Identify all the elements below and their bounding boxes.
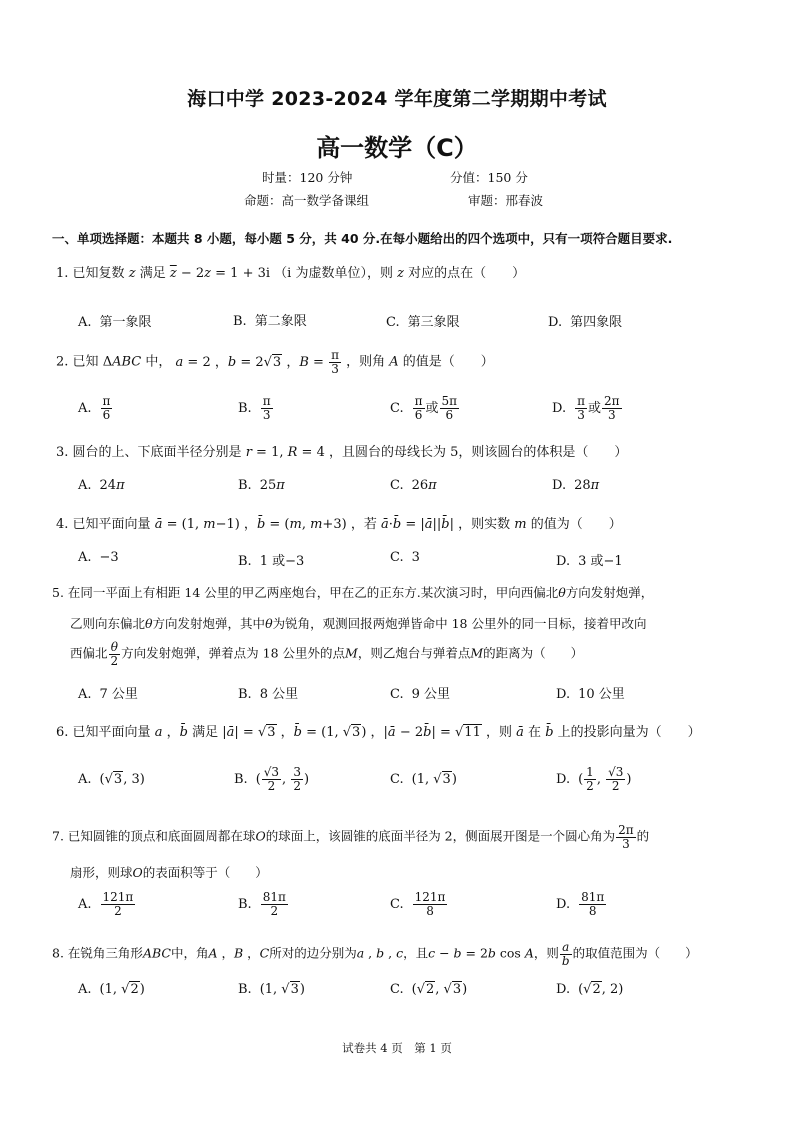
question-stem: 圆台的上、下底面半径分别是 xyxy=(72,445,242,460)
option-text: 7 公里 xyxy=(99,687,138,702)
option-text: 3 xyxy=(411,550,420,565)
subject-title: 高一数学（C） xyxy=(316,134,478,162)
math-expression: (√2, √3) xyxy=(411,982,468,997)
option-label: A. xyxy=(78,896,92,912)
option-label: D. xyxy=(552,400,567,416)
option-label: B. xyxy=(238,554,252,569)
question-stem: 已知平面向量 xyxy=(72,725,151,740)
option-label: C. xyxy=(390,982,404,997)
question-stem: ，则乙炮台与弹着点 xyxy=(357,645,471,661)
math-expression: (1, √2) xyxy=(99,982,145,997)
option-label: C. xyxy=(390,687,404,702)
question-stem: 扇形，则球 xyxy=(70,865,133,880)
math-var: ā xyxy=(516,725,524,740)
question-stem: 在 xyxy=(528,725,542,740)
option-label: A. xyxy=(78,982,92,997)
option-c[interactable] xyxy=(386,311,460,330)
option-text: 1 或−3 xyxy=(259,554,305,569)
question-6 xyxy=(56,721,701,740)
math-var: z xyxy=(397,266,404,281)
question-number: 2. xyxy=(56,354,69,370)
question-7-line-2: 扇形，则球O的表面积等于（ ） xyxy=(70,865,268,880)
option-label: A. xyxy=(78,478,92,493)
math-expression: 26π xyxy=(411,478,437,493)
option-a[interactable] xyxy=(78,311,152,330)
math-expression: (1, √3) xyxy=(259,982,305,997)
question-number: 6. xyxy=(56,725,69,740)
question-stem: 的表面积等于（ ） xyxy=(142,865,268,880)
option-label: C. xyxy=(390,550,404,565)
option-b[interactable] xyxy=(238,478,285,493)
question-stem: 的 xyxy=(636,828,650,844)
option-d[interactable] xyxy=(556,982,623,997)
math-expression: $\frac{121\pi}{8}$ xyxy=(414,890,446,918)
option-label: D. xyxy=(552,478,567,493)
option-d[interactable] xyxy=(548,311,622,330)
option-text: 9 公里 xyxy=(411,687,451,702)
option-c[interactable] xyxy=(390,683,450,702)
option-a[interactable] xyxy=(78,683,138,702)
question-1 xyxy=(56,262,525,281)
math-expression: (√2, 2) xyxy=(578,982,624,997)
question-number: 5. xyxy=(52,585,64,600)
option-d[interactable] xyxy=(556,683,625,702)
question-stem: 在同一平面上有相距 14 公里的甲乙两座炮台，甲在乙的正东方.某次演习时，甲向西偏北 xyxy=(67,585,559,600)
question-stem: 对应的点在（ ） xyxy=(408,266,526,281)
question-stem: ，则 xyxy=(485,725,512,740)
math-expression: |ā| = √3 ，b̄ = (1, √3) ，|ā − 2b̄| = √11 xyxy=(222,725,481,740)
section-heading: 一、单项选择题：本题共 8 小题，每小题 5 分，共 40 分.在每小题给出的四个选项中，只有一项符合题目要求. xyxy=(52,231,673,246)
option-label: A. xyxy=(78,315,92,330)
option-c[interactable] xyxy=(390,478,437,493)
question-stem: 方向发射炮弹， xyxy=(565,585,654,600)
option-d[interactable] xyxy=(552,395,623,421)
question-number: 7. xyxy=(52,828,64,844)
option-a[interactable] xyxy=(78,772,145,787)
option-a[interactable] xyxy=(78,395,113,421)
math-var: A xyxy=(389,354,399,370)
math-expression: a = 2 ，b = 2√3 ，B = $\frac{\pi}{3}$ xyxy=(175,348,339,376)
option-text: 第一象限 xyxy=(99,315,152,330)
question-stem: ，则角 xyxy=(346,354,386,370)
option-c[interactable] xyxy=(390,395,460,421)
math-expression: ΔABC xyxy=(102,354,142,370)
question-stem: 中，角 xyxy=(170,945,209,961)
option-a[interactable] xyxy=(78,478,125,493)
question-stem: 方向发射炮弹，弹着点为 18 公里外的点 xyxy=(121,645,346,661)
question-stem: 已知平面向量 xyxy=(72,517,151,532)
option-d[interactable] xyxy=(556,891,607,917)
math-var: z xyxy=(128,266,136,281)
option-label: D. xyxy=(556,554,571,569)
math-expression: (√3, 3) xyxy=(99,772,145,787)
math-expression: $\frac{\pi}{6}$ 或 $\frac{5\pi}{6}$ xyxy=(414,394,458,422)
question-stem: ，若 xyxy=(350,517,377,532)
option-label: D. xyxy=(556,687,571,702)
reviewer-label: 审题：邢春波 xyxy=(468,193,544,208)
option-label: C. xyxy=(390,772,404,787)
question-stem: 的球面上，该圆锥的底面半径为 2，侧面展开图是一个圆心角为 xyxy=(265,828,616,844)
option-a[interactable] xyxy=(78,550,119,565)
math-expression: $\frac{81\pi}{8}$ xyxy=(581,890,605,918)
question-8: 8. 在锐角三角形ABC中，角A ，B ，C所对的边分别为a , b , c，且c − b = 2b cos A，则 $\frac{a}{b}$ 的取值范围为（ ） xyxy=(52,940,698,968)
question-stem: 乙则向东偏北 xyxy=(70,616,146,631)
option-text: 第四象限 xyxy=(570,315,623,330)
option-label: B. xyxy=(238,896,252,912)
option-d[interactable] xyxy=(556,550,623,569)
time-label: 时量：120 分钟 xyxy=(262,170,353,185)
math-expression: $\overline{z} - 2z = 1 + 3i$ xyxy=(169,266,271,281)
math-expression: $\frac{\pi}{3}$ xyxy=(262,394,271,422)
option-label: B. xyxy=(233,314,247,329)
question-stem: 满足 xyxy=(139,266,166,281)
option-text: 8 公里 xyxy=(259,687,299,702)
or-text: 或 xyxy=(587,400,601,416)
math-var: m xyxy=(514,517,527,532)
option-label: C. xyxy=(390,400,404,416)
math-expression: ( $\frac{√3}{2}$ , $\frac{3}{2}$ ) xyxy=(255,765,310,793)
question-5: 5. 在同一平面上有相距 14 公里的甲乙两座炮台，甲在乙的正东方.某次演习时，甲向西偏北θ方向发射炮弹， xyxy=(52,585,654,600)
option-label: A. xyxy=(78,400,92,416)
math-expression: 25π xyxy=(259,478,285,493)
question-stem: ，则实数 xyxy=(458,517,511,532)
math-expression: 28π xyxy=(574,478,600,493)
option-b[interactable] xyxy=(234,766,309,792)
question-stem: ，则 xyxy=(533,945,559,961)
score-label: 分值：150 分 xyxy=(450,170,528,185)
math-var: b̄ xyxy=(545,725,554,740)
option-d[interactable] xyxy=(556,766,631,792)
option-b[interactable] xyxy=(238,982,305,997)
question-stem: 为锐角，观测回报两炮弹皆命中 18 公里外的同一目标，接着甲改向 xyxy=(272,616,647,631)
question-2 xyxy=(56,349,494,375)
math-expression: $\frac{121\pi}{2}$ xyxy=(102,890,134,918)
option-label: D. xyxy=(548,315,563,330)
question-stem: 已知 xyxy=(72,354,99,370)
question-stem: 所对的边分别为 xyxy=(269,945,357,961)
option-label: B. xyxy=(238,982,252,997)
page-footer: 试卷共 4 页 第 1 页 xyxy=(342,1041,452,1055)
question-stem: 已知圆锥的顶点和底面圆周都在球 xyxy=(67,828,256,844)
option-label: A. xyxy=(78,772,92,787)
question-5-line-3: 西偏北 $\frac{\theta}{2}$ 方向发射炮弹，弹着点为 18 公里外的点M，则乙炮台与弹着点M的距离为（ ） xyxy=(70,640,584,668)
option-c[interactable] xyxy=(390,772,457,787)
option-label: B. xyxy=(238,478,252,493)
option-b[interactable] xyxy=(233,310,307,329)
question-number: 1. xyxy=(56,266,69,281)
math-expression: $\frac{\pi}{6}$ xyxy=(102,394,111,422)
math-expression: r = 1, R = 4 xyxy=(245,445,325,460)
option-text: −3 xyxy=(99,550,119,565)
setter-label: 命题：高一数学备课组 xyxy=(244,193,370,208)
option-b[interactable] xyxy=(238,395,274,421)
option-text: 第二象限 xyxy=(254,314,307,329)
question-number: 8. xyxy=(52,945,64,961)
question-stem: 上的投影向量为（ ） xyxy=(557,725,701,740)
question-stem: （i 为虚数单位），则 xyxy=(274,266,393,281)
school-title: 海口中学 2023-2024 学年度第二学期期中考试 xyxy=(187,88,607,110)
option-a[interactable] xyxy=(78,891,136,917)
math-expression: $\frac{81\pi}{2}$ xyxy=(262,890,286,918)
question-stem: 已知复数 xyxy=(72,266,125,281)
option-label: B. xyxy=(238,400,252,416)
option-label: B. xyxy=(238,687,252,702)
question-stem: 的距离为（ ） xyxy=(483,645,584,661)
option-b[interactable] xyxy=(238,550,304,569)
option-text: 3 或−1 xyxy=(578,554,623,569)
question-number: 3. xyxy=(56,445,69,460)
option-text: 10 公里 xyxy=(578,687,625,702)
question-stem: 方向发射炮弹，其中 xyxy=(152,616,266,631)
question-stem: 的取值范围为（ ） xyxy=(572,945,698,961)
math-expression: a ，b̄ xyxy=(154,725,188,740)
option-a[interactable] xyxy=(78,982,145,997)
math-expression: ā·b̄ = |ā||b̄| xyxy=(380,517,454,532)
question-number: 4. xyxy=(56,517,69,532)
math-expression: ā = (1, m−1) ，b̄ = (m, m+3) xyxy=(154,517,347,532)
option-label: C. xyxy=(386,315,400,330)
question-5-line-2: 乙则向东偏北θ方向发射炮弹，其中θ为锐角，观测回报两炮弹皆命中 18 公里外的同一目标，接着甲改向 xyxy=(70,616,647,631)
option-c[interactable] xyxy=(390,982,467,997)
option-label: A. xyxy=(78,687,92,702)
question-stem: 西偏北 xyxy=(70,645,108,661)
option-b[interactable] xyxy=(238,683,298,702)
question-3 xyxy=(56,441,627,460)
math-expression: (1, √3) xyxy=(411,772,457,787)
question-stem: 在锐角三角形 xyxy=(67,945,143,961)
question-stem: 中， xyxy=(145,354,172,370)
question-4 xyxy=(56,513,622,532)
or-text: 或 xyxy=(425,400,439,416)
question-stem: 的值是（ ） xyxy=(402,354,494,370)
math-expression: ( $\frac{1}{2}$ , $\frac{√3}{2}$ ) xyxy=(578,765,632,793)
option-label: A. xyxy=(78,550,92,565)
option-label: C. xyxy=(390,478,404,493)
option-label: D. xyxy=(556,896,571,912)
math-expression: $\frac{\pi}{3}$ 或 $\frac{2\pi}{3}$ xyxy=(577,394,620,422)
option-label: D. xyxy=(556,771,571,787)
option-d[interactable] xyxy=(552,478,599,493)
option-label: B. xyxy=(234,771,248,787)
question-stem: ，且 xyxy=(403,945,429,961)
option-label: D. xyxy=(556,982,571,997)
question-stem: 满足 xyxy=(192,725,219,740)
option-b[interactable] xyxy=(238,891,289,917)
option-text: 第三象限 xyxy=(407,315,460,330)
option-c[interactable] xyxy=(390,550,420,565)
math-expression: 24π xyxy=(99,478,125,493)
question-stem: ，且圆台的母线长为 5，则该圆台的体积是（ ） xyxy=(329,445,628,460)
option-label: C. xyxy=(390,896,404,912)
question-stem: 的值为（ ） xyxy=(530,517,622,532)
question-7: 7. 已知圆锥的顶点和底面圆周都在球O的球面上，该圆锥的底面半径为 2，侧面展开图是一个圆心角为 $\frac{2\pi}{3}$ 的 xyxy=(52,823,650,851)
option-c[interactable] xyxy=(390,891,448,917)
